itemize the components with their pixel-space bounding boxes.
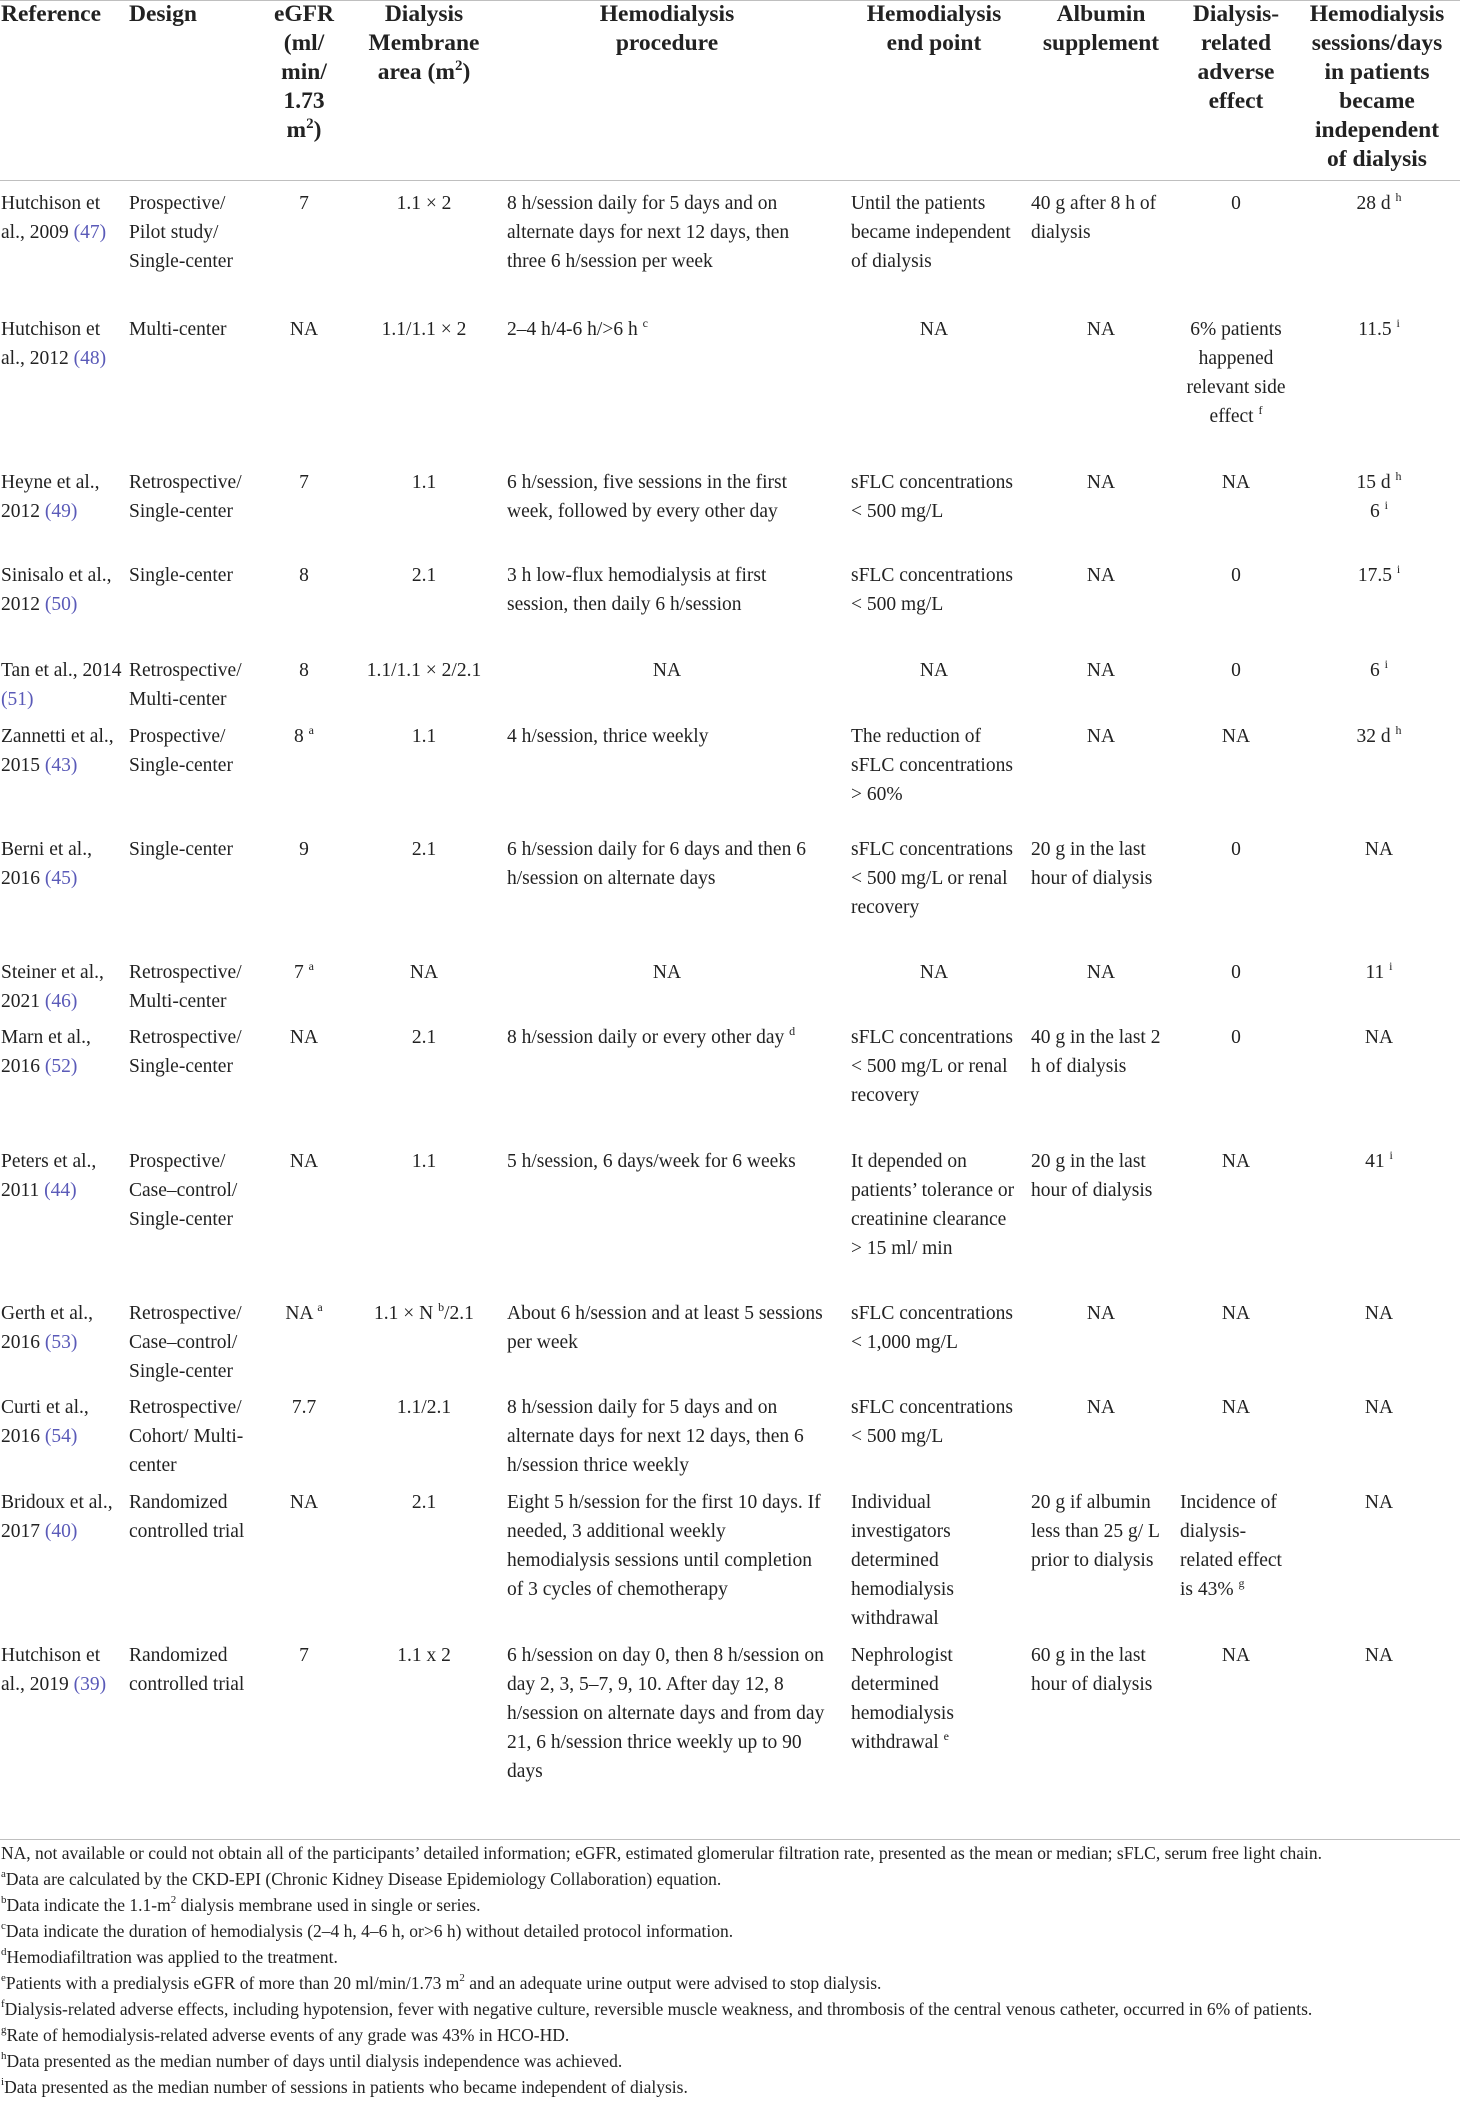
header-reference: Reference — [1, 1, 102, 27]
cell-procedure: 8 h/session daily for 5 days and on alternate days for next 12 days, then three 6 h/session per week — [507, 193, 790, 272]
cell-endpoint: sFLC concentrations < 1,000 mg/L — [851, 1303, 1013, 1353]
cell-sessions: NA — [1364, 1397, 1394, 1418]
cell-endpoint: sFLC concentrations < 500 mg/L or renal recovery — [851, 839, 1013, 918]
table-footnotes — [0, 1840, 1460, 2100]
cell-adverse: 0 — [1231, 962, 1241, 983]
cell-reference: Sinisalo et al., 2012 (50) — [1, 565, 112, 615]
table-row — [0, 189, 1460, 315]
cell-reference: Hutchison et al., 2009 (47) — [1, 193, 107, 243]
cell-sessions: NA — [1364, 1492, 1394, 1513]
cell-membrane: 1.1 × 2 — [396, 193, 452, 214]
cell-egfr: NA — [289, 1151, 319, 1172]
citation-link[interactable]: (44) — [44, 1180, 77, 1201]
cell-sessions: 15 d $^h$ 6 $^i$ — [1356, 468, 1402, 522]
table-row — [0, 561, 1460, 656]
cell-albumin: 20 g in the last hour of dialysis — [1031, 1151, 1153, 1201]
cell-adverse: NA — [1221, 1645, 1251, 1666]
footnote-c: $^c$Data indicate the duration of hemodialysis (2–4 h, 4–6 h, or>6 h) without detailed protocol information. — [1, 1920, 734, 1941]
citation-link[interactable]: (51) — [1, 689, 34, 710]
cell-membrane: 2.1 — [411, 565, 437, 586]
cell-egfr: 7.7 — [291, 1397, 317, 1418]
cell-design: Retrospective/ Single-center — [129, 1027, 242, 1077]
cell-egfr: NA — [289, 1027, 319, 1048]
cell-egfr: 7 $^a$ — [294, 958, 314, 983]
citation-link[interactable]: (40) — [44, 1521, 78, 1542]
citation-link[interactable]: (50) — [44, 594, 78, 615]
footnote-e: $^e$Patients with a predialysis eGFR of more than 20 ml/min/1.73 $m^2$ and an adequate urine output were advised to stop dialysis. — [1, 1972, 882, 1993]
cell-adverse: 0 — [1231, 193, 1241, 214]
header-adverse: Dialysis- related adverse effect — [1192, 1, 1280, 114]
cell-egfr: NA $^a$ — [285, 1299, 323, 1324]
cell-egfr: 8 — [299, 660, 309, 681]
cell-adverse: 6% patients happened relevant side effect $^f$ — [1186, 319, 1286, 427]
header-procedure: Hemodialysis procedure — [599, 1, 735, 56]
cell-endpoint: sFLC concentrations < 500 mg/L — [851, 472, 1013, 522]
cell-egfr: 9 — [299, 839, 309, 860]
cell-sessions: NA — [1364, 1027, 1394, 1048]
cell-endpoint: sFLC concentrations < 500 mg/L — [851, 565, 1013, 615]
cell-albumin: NA — [1086, 962, 1116, 983]
citation-link[interactable]: (54) — [44, 1426, 78, 1447]
citation-link[interactable]: (43) — [44, 755, 78, 776]
cell-procedure: 5 h/session, 6 days/week for 6 weeks — [507, 1151, 796, 1172]
table-row — [0, 1393, 1460, 1488]
cell-sessions: 41 $^i$ — [1365, 1147, 1393, 1172]
cell-endpoint: The reduction of sFLC concentrations > 60% — [851, 726, 1013, 805]
cell-sessions: 17.5 $^i$ — [1357, 561, 1401, 586]
table-row — [0, 656, 1460, 722]
cell-design: Prospective/ Pilot study/ Single-center — [129, 193, 233, 272]
cell-membrane: 2.1 — [411, 1027, 437, 1048]
cell-design: Single-center — [129, 839, 233, 860]
cell-reference: Peters et al., 2011 (44) — [1, 1151, 97, 1201]
cell-endpoint: Nephrologist determined hemodialysis withdrawal $^e$ — [851, 1645, 954, 1753]
cell-reference: Steiner et al., 2021 (46) — [1, 962, 104, 1012]
cell-procedure: About 6 h/session and at least 5 sessions per week — [507, 1303, 823, 1353]
table-row — [0, 958, 1460, 1023]
cell-albumin: NA — [1086, 472, 1116, 493]
footnote-g: $^g$Rate of hemodialysis-related adverse events of any grade was 43% in HCO-HD. — [1, 2024, 570, 2045]
cell-design: Retrospective/ Cohort/ Multi-center — [129, 1397, 244, 1476]
cell-procedure: 8 h/session daily for 5 days and on alternate days for next 12 days, then 6 h/session thrice weekly — [507, 1397, 804, 1476]
table-body — [0, 189, 1460, 1809]
table-row — [0, 1299, 1460, 1393]
table-row — [0, 1147, 1460, 1299]
cell-procedure: 6 h/session daily for 6 days and then 6 h/session on alternate days — [507, 839, 806, 889]
table-row — [0, 835, 1460, 958]
citation-link[interactable]: (39) — [73, 1674, 107, 1695]
footnote-d: $^d$Hemodiafiltration was applied to the treatment. — [1, 1946, 338, 1967]
cell-membrane: 2.1 — [411, 1492, 437, 1513]
cell-endpoint: It depended on patients’ tolerance or creatinine clearance > 15 ml/ min — [851, 1151, 1015, 1259]
cell-egfr: 8 $^a$ — [294, 722, 314, 747]
cell-reference: Hutchison et al., 2012 (48) — [1, 319, 107, 369]
cell-membrane: 2.1 — [411, 839, 437, 860]
table-header — [0, 0, 1460, 182]
cell-design: Retrospective/ Multi-center — [129, 962, 242, 1012]
table-row — [0, 1488, 1460, 1641]
cell-albumin: 20 g if albumin less than 25 g/ L prior to dialysis — [1031, 1492, 1160, 1571]
cell-albumin: NA — [1086, 319, 1116, 340]
citation-link[interactable]: (49) — [44, 501, 78, 522]
cell-egfr: 7 — [299, 193, 309, 214]
footnote-f: $^f$Dialysis-related adverse effects, including hypotension, fever with negative culture, reversible muscle weakness, and thrombosis of the central venous catheter, occurred in 6% of patients. — [1, 1998, 1313, 2019]
cell-procedure: 3 h low-flux hemodialysis at first session, then daily 6 h/session — [507, 565, 767, 615]
cell-albumin: 60 g in the last hour of dialysis — [1031, 1645, 1153, 1695]
cell-procedure: NA — [652, 660, 682, 681]
cell-endpoint: NA — [919, 319, 949, 340]
header-endpoint: Hemodialysis end point — [866, 1, 1002, 56]
cell-sessions: 11.5 $^i$ — [1358, 315, 1400, 340]
citation-link[interactable]: (52) — [44, 1056, 78, 1077]
footnote-abbreviations: NA, not available or could not obtain all of the participants’ detailed information; eGFR, estimated glomerular filtration rate, presented as the mean or median; sFLC, serum free light chain. — [1, 1843, 1323, 1863]
cell-albumin: 20 g in the last hour of dialysis — [1031, 839, 1153, 889]
cell-reference: Marn et al., 2016 (52) — [1, 1027, 91, 1077]
cell-adverse: 0 — [1231, 565, 1241, 586]
cell-adverse: 0 — [1231, 1027, 1241, 1048]
cell-adverse: NA — [1221, 1151, 1251, 1172]
cell-endpoint: Individual investigators determined hemodialysis withdrawal — [851, 1492, 954, 1629]
footnote-a: $^a$Data are calculated by the CKD-EPI (Chronic Kidney Disease Epidemiology Collaboration) equation. — [1, 1868, 722, 1889]
cell-albumin: 40 g in the last 2 h of dialysis — [1031, 1027, 1161, 1077]
header-sessions: Hemodialysis sessions/days in patients became independent of dialysis — [1309, 1, 1445, 172]
cell-egfr: 8 — [299, 565, 309, 586]
cell-sessions: 32 d $^h$ — [1356, 722, 1402, 747]
cell-albumin: NA — [1086, 565, 1116, 586]
cell-albumin: NA — [1086, 660, 1116, 681]
cell-design: Retrospective/ Single-center — [129, 472, 242, 522]
citation-link[interactable]: (46) — [44, 991, 78, 1012]
cell-endpoint: sFLC concentrations < 500 mg/L — [851, 1397, 1013, 1447]
cell-sessions: NA — [1364, 1645, 1394, 1666]
footnote-i: $^i$Data presented as the median number of sessions in patients who became independent of dialysis. — [1, 2076, 688, 2097]
cell-endpoint: NA — [919, 660, 949, 681]
cell-albumin: NA — [1086, 1397, 1116, 1418]
cell-reference: Curti et al., 2016 (54) — [1, 1397, 89, 1447]
cell-membrane: 1.1/1.1 × 2 — [381, 319, 467, 340]
cell-design: Randomized controlled trial — [129, 1492, 245, 1542]
cell-procedure: 6 h/session on day 0, then 8 h/session on day 2, 3, 5–7, 9, 10. After day 12, 8 h/session on alternate days and from day 21, 6 h/session thrice weekly up to 90 days — [507, 1645, 825, 1782]
cell-sessions: 28 d $^h$ — [1356, 189, 1402, 214]
cell-design: Retrospective/ Case–control/ Single-center — [129, 1303, 242, 1382]
cell-membrane: NA — [409, 962, 439, 983]
cell-sessions: 11 $^i$ — [1365, 958, 1393, 983]
citation-link[interactable]: (47) — [73, 222, 107, 243]
cell-adverse: Incidence of dialysis-related effect is 43% $^g$ — [1180, 1492, 1282, 1600]
cell-membrane: 1.1 — [411, 1151, 437, 1172]
footnote-b: $^b$Data indicate the $1.1-m^2$ dialysis membrane used in single or series. — [1, 1894, 481, 1915]
cell-adverse: NA — [1221, 1303, 1251, 1324]
table-row — [0, 1641, 1460, 1809]
cell-design: Single-center — [129, 565, 233, 586]
cell-design: Multi-center — [129, 319, 227, 340]
citation-link[interactable]: (45) — [44, 868, 78, 889]
cell-adverse: 0 — [1231, 839, 1241, 860]
cell-egfr: NA — [289, 1492, 319, 1513]
cell-egfr: 7 — [299, 472, 309, 493]
cell-procedure: 4 h/session, thrice weekly — [507, 726, 709, 747]
table-row — [0, 1023, 1460, 1147]
cell-reference: Berni et al., 2016 (45) — [1, 839, 92, 889]
cell-reference: Tan et al., 2014 (51) — [1, 660, 122, 710]
cell-reference: Heyne et al., 2012 (49) — [1, 472, 100, 522]
table-row — [0, 315, 1460, 468]
footnote-h: $^h$Data presented as the median number of days until dialysis independence was achieved. — [1, 2050, 623, 2071]
cell-endpoint: Until the patients became independent of dialysis — [851, 193, 1011, 272]
cell-sessions: NA — [1364, 839, 1394, 860]
cell-sessions: 6 $^i$ — [1370, 656, 1388, 681]
cell-adverse: NA — [1221, 1397, 1251, 1418]
citation-link[interactable]: (48) — [73, 348, 107, 369]
cell-design: Randomized controlled trial — [129, 1645, 245, 1695]
header-albumin: Albumin supplement — [1042, 1, 1160, 56]
header-design: Design — [129, 1, 197, 27]
cell-adverse: NA — [1221, 726, 1251, 747]
cell-design: Prospective/ Case–control/ Single-center — [129, 1151, 238, 1230]
cell-egfr: NA — [289, 319, 319, 340]
cell-endpoint: NA — [919, 962, 949, 983]
cell-design: Prospective/ Single-center — [129, 726, 233, 776]
cell-reference: Bridoux et al., 2017 (40) — [1, 1492, 113, 1542]
cell-reference: Gerth et al., 2016 (53) — [1, 1303, 94, 1353]
cell-procedure: NA — [652, 962, 682, 983]
cell-albumin: 40 g after 8 h of dialysis — [1031, 193, 1157, 243]
cell-reference: Hutchison et al., 2019 (39) — [1, 1645, 107, 1695]
cell-albumin: NA — [1086, 1303, 1116, 1324]
cell-membrane: 1.1/2.1 — [396, 1397, 452, 1418]
cell-membrane: 1.1 x 2 — [397, 1645, 451, 1666]
cell-albumin: NA — [1086, 726, 1116, 747]
cell-membrane: 1.1/1.1 × 2/2.1 — [366, 660, 482, 681]
cell-design: Retrospective/ Multi-center — [129, 660, 242, 710]
cell-sessions: NA — [1364, 1303, 1394, 1324]
cell-procedure: 2–4 h/4-6 h/>6 h $^c$ — [507, 315, 648, 340]
table-row — [0, 468, 1460, 561]
cell-egfr: 7 — [299, 1645, 309, 1666]
table-row — [0, 722, 1460, 835]
cell-adverse: 0 — [1231, 660, 1241, 681]
cell-procedure: 6 h/session, five sessions in the first week, followed by every other day — [507, 472, 788, 522]
cell-procedure: 8 h/session daily or every other day $^d$ — [507, 1023, 796, 1048]
cell-reference: Zannetti et al., 2015 (43) — [1, 726, 114, 776]
citation-link[interactable]: (53) — [44, 1332, 78, 1353]
header-egfr: eGFR (ml/ min/ 1.73 $m^2$) — [273, 1, 335, 143]
cell-endpoint: sFLC concentrations < 500 mg/L or renal recovery — [851, 1027, 1013, 1106]
cell-procedure: Eight 5 h/session for the first 10 days. If needed, 3 additional weekly hemodialysis sessions until completion of 3 cycles of chemotherapy — [507, 1492, 821, 1600]
cell-membrane: 1.1 × N $^b$/2.1 — [374, 1299, 474, 1324]
cell-membrane: 1.1 — [411, 726, 437, 747]
cell-membrane: 1.1 — [411, 472, 437, 493]
header-membrane: Dialysis Membrane area $(m^2)$ — [368, 1, 480, 85]
cell-adverse: NA — [1221, 472, 1251, 493]
header-rule — [0, 180, 1460, 181]
